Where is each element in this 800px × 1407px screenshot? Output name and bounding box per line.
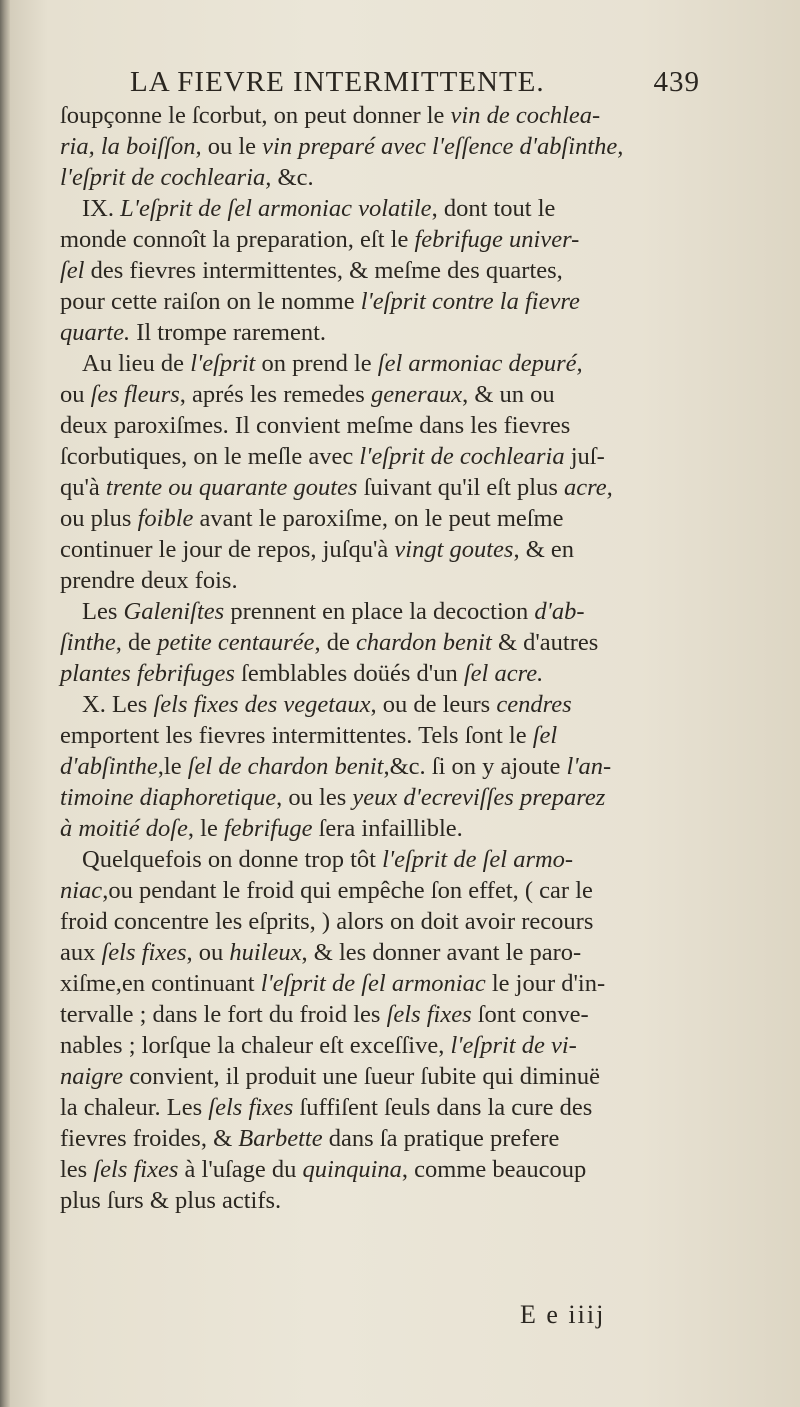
italic-run: quarte.: [60, 319, 131, 346]
text-run: ,ou pendant le froid qui empêche ſon effet, ( car le: [102, 877, 593, 904]
italic-run: d'ab-: [534, 598, 585, 625]
page-edge-shadow: [0, 0, 10, 1407]
text-run: ſont conve-: [471, 1001, 589, 1028]
italic-run: trente ou quarante goutes: [105, 474, 358, 501]
text-run: , dont tout le: [431, 195, 556, 222]
text-run: &c.: [271, 164, 314, 191]
text-line: [60, 348, 708, 379]
italic-run: timoine diaphoretique: [60, 784, 277, 811]
signature-mark: E e iiij: [520, 1300, 606, 1329]
text-run: , comme beaucoup: [401, 1156, 587, 1183]
text-run: la chaleur. Les: [60, 1094, 209, 1121]
text-line: [60, 286, 708, 317]
italic-run: L'eſprit de ſel armoniac volatile: [120, 195, 432, 222]
italic-run: ſels fixes: [93, 1156, 179, 1183]
text-line: [60, 1154, 708, 1185]
italic-run: ſel acre.: [463, 660, 544, 687]
paragraph: [60, 689, 708, 844]
italic-run: Galeniſtes: [123, 598, 225, 625]
italic-run: Barbette: [238, 1125, 323, 1152]
text-run: prendre deux fois.: [60, 567, 238, 594]
text-run: , de: [115, 629, 158, 656]
italic-run: ſel de chardon benit: [187, 753, 384, 780]
page-number: 439: [653, 66, 700, 98]
text-run: , ou de leurs: [370, 691, 497, 718]
italic-run: vingt goutes: [394, 536, 514, 563]
text-run: IX.: [82, 195, 121, 222]
text-run: froid concentre les eſprits, ) alors on doit avoir recours: [60, 908, 594, 935]
text-run: dans ſa pratique prefere: [322, 1125, 560, 1152]
italic-run: ſels fixes: [101, 939, 187, 966]
text-line: [60, 720, 708, 751]
italic-run: acre,: [564, 474, 613, 501]
text-run: ſuivant qu'il eſt plus: [357, 474, 564, 501]
text-run: nables ; lorſque la chaleur eſt exceſſive,: [60, 1032, 451, 1059]
italic-run: l'eſprit contre la fievre: [360, 288, 580, 315]
text-run: des fievres intermittentes, & meſme des quartes,: [84, 257, 563, 284]
text-run: qu'à: [60, 474, 106, 501]
text-run: ſuffiſent ſeuls dans la cure des: [293, 1094, 593, 1121]
italic-run: l'an-: [566, 753, 612, 780]
text-line: [60, 1185, 708, 1216]
text-line: [60, 782, 708, 813]
text-line: [60, 1061, 708, 1092]
italic-run: cendres: [496, 691, 572, 718]
text-run: Quelquefois on donne trop tôt: [82, 846, 383, 873]
italic-run: petite centaurée: [157, 629, 315, 656]
text-run: deux paroxiſmes. Il convient meſme dans les fievres: [60, 412, 571, 439]
text-line: [60, 813, 708, 844]
text-line: [60, 410, 708, 441]
text-line: [60, 844, 708, 875]
text-run: Il trompe rarement.: [130, 319, 327, 346]
text-line: [60, 937, 708, 968]
text-run: plus ſurs & plus actifs.: [60, 1187, 282, 1214]
italic-run: ſels fixes des vegetaux: [153, 691, 371, 718]
text-run: juſ-: [564, 443, 605, 470]
text-line: [60, 379, 708, 410]
text-line: [60, 875, 708, 906]
text-line: [60, 317, 708, 348]
text-run: , & un ou: [462, 381, 555, 408]
text-run: continuer le jour de repos, juſqu'à: [60, 536, 395, 563]
text-run: ſcorbutiques, on le meſle avec: [60, 443, 360, 470]
text-line: [60, 224, 708, 255]
italic-run: febrifuge: [223, 815, 313, 842]
text-run: ou le: [201, 133, 263, 160]
italic-run: d'abſinthe: [60, 753, 158, 780]
italic-run: l'eſprit de ſel armoniac: [260, 970, 486, 997]
text-run: ,le: [157, 753, 188, 780]
text-line: [60, 1092, 708, 1123]
text-line: [60, 193, 708, 224]
paragraph: [60, 193, 708, 348]
text-line: [60, 472, 708, 503]
text-run: le jour d'in-: [485, 970, 606, 997]
text-run: ſemblables doüés d'un: [234, 660, 464, 687]
italic-run: chardon benit: [355, 629, 492, 656]
italic-run: l'eſprit de cochlearia: [359, 443, 565, 470]
running-head: [130, 60, 700, 100]
text-line: [60, 596, 708, 627]
text-line: [60, 441, 708, 472]
italic-run: l'eſprit de vi-: [450, 1032, 577, 1059]
italic-run: ſes fleurs: [90, 381, 180, 408]
italic-run: ſels fixes: [208, 1094, 294, 1121]
italic-run: yeux d'ecreviſſes preparez: [352, 784, 606, 811]
text-run: avant le paroxiſme, on le peut meſme: [193, 505, 564, 532]
text-run: monde connoît la preparation, eſt le: [60, 226, 415, 253]
text-run: ou plus: [60, 505, 138, 532]
italic-run: ſel: [532, 722, 558, 749]
text-line: [60, 627, 708, 658]
text-line: [60, 999, 708, 1030]
text-run: , & en: [513, 536, 575, 563]
text-line: [60, 1030, 708, 1061]
italic-run: l'eſprit de cochlearia,: [60, 164, 272, 191]
text-run: à l'uſage du: [178, 1156, 303, 1183]
text-run: fievres froides, &: [60, 1125, 239, 1152]
text-run: convient, il produit une ſueur ſubite qui diminuë: [123, 1063, 601, 1090]
running-title: LA FIEVRE INTERMITTENTE.: [130, 66, 545, 98]
text-run: prennent en place la decoction: [224, 598, 535, 625]
text-line: [60, 255, 708, 286]
text-run: ſoupçonne le ſcorbut, on peut donner le: [60, 102, 451, 129]
text-run: , de: [314, 629, 356, 656]
paragraph: [60, 844, 708, 1216]
italic-run: foible: [137, 505, 194, 532]
text-run: on prend le: [255, 350, 378, 377]
text-run: emportent les fievres intermittentes. Tels ſont le: [60, 722, 533, 749]
text-line: [60, 658, 708, 689]
italic-run: naigre: [60, 1063, 124, 1090]
italic-run: febrifuge univer-: [414, 226, 580, 253]
italic-run: quinquina: [302, 1156, 402, 1183]
text-run: xiſme,en continuant: [60, 970, 261, 997]
text-run: X. Les: [82, 691, 154, 718]
body-text: [60, 100, 708, 1216]
text-line: [60, 906, 708, 937]
italic-run: ſel armoniac depuré,: [377, 350, 583, 377]
text-line: [60, 565, 708, 596]
italic-run: l'eſprit de ſel armo-: [382, 846, 574, 873]
italic-run: generaux: [370, 381, 463, 408]
paragraph: [60, 596, 708, 689]
text-run: tervalle ; dans le fort du froid les: [60, 1001, 387, 1028]
italic-run: plantes febrifuges: [60, 660, 235, 687]
text-line: [60, 162, 708, 193]
text-line: [60, 503, 708, 534]
text-run: ſera infaillible.: [312, 815, 463, 842]
text-run: , ou les: [276, 784, 353, 811]
text-line: [60, 968, 708, 999]
paragraph: [60, 100, 708, 193]
italic-run: l'eſprit: [190, 350, 256, 377]
text-run: Les: [82, 598, 124, 625]
italic-run: niac: [60, 877, 103, 904]
text-line: [60, 534, 708, 565]
text-run: ou: [60, 381, 91, 408]
italic-run: ſinthe: [60, 629, 116, 656]
text-run: Au lieu de: [82, 350, 191, 377]
text-line: [60, 131, 708, 162]
text-run: aux: [60, 939, 102, 966]
text-run: les: [60, 1156, 94, 1183]
text-line: [60, 689, 708, 720]
italic-run: vin de cochlea-: [450, 102, 601, 129]
italic-run: ſels fixes: [386, 1001, 472, 1028]
text-run: , le: [187, 815, 224, 842]
text-run: ,&c. ſi on y ajoute: [383, 753, 567, 780]
italic-run: ria, la boiſſon,: [60, 133, 202, 160]
text-line: [60, 1123, 708, 1154]
text-line: [60, 100, 708, 131]
text-run: & d'autres: [491, 629, 599, 656]
text-run: , & les donner avant le paro-: [301, 939, 582, 966]
italic-run: vin preparé avec l'eſſence d'abſinthe,: [262, 133, 624, 160]
text-run: , aprés les remedes: [179, 381, 371, 408]
italic-run: ſel: [60, 257, 85, 284]
text-line: [60, 751, 708, 782]
italic-run: à moitié doſe: [60, 815, 188, 842]
italic-run: huileux: [229, 939, 302, 966]
text-run: , ou: [186, 939, 230, 966]
text-run: pour cette raiſon on le nomme: [60, 288, 361, 315]
paragraph: [60, 348, 708, 596]
